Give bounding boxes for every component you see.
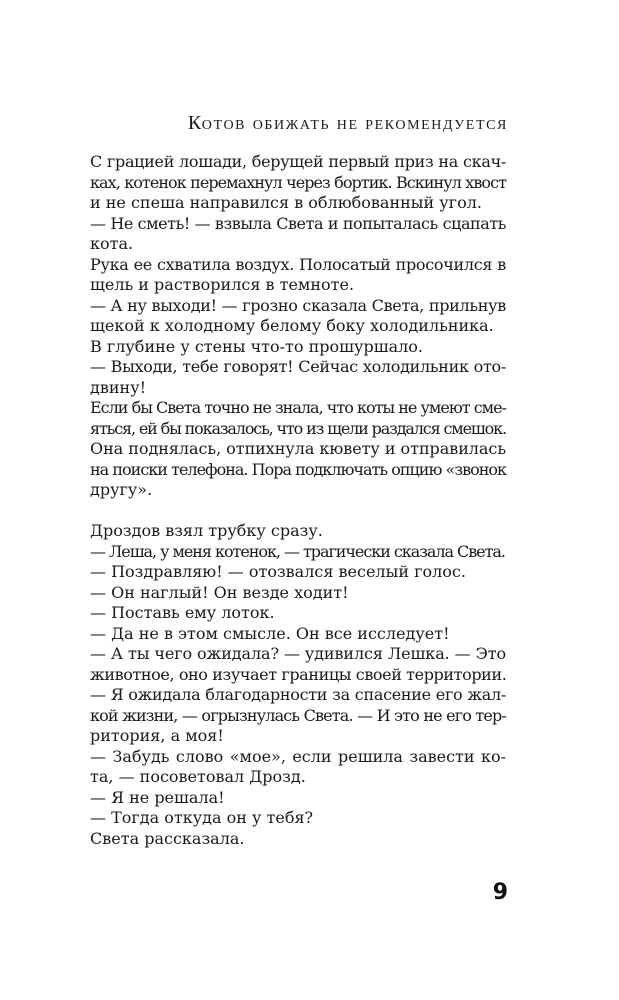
text-line: яться, ей бы показалось, что из щели раздался смешок.	[90, 418, 506, 438]
text-line: Света рассказала.	[90, 828, 245, 848]
text-line: и не спеша направился в облюбованный угол.	[90, 193, 482, 212]
running-head-rest: отов обижать не рекомендуется	[201, 112, 508, 134]
text-line: двину!	[90, 377, 147, 397]
text-line: — Поздравляю! — отозвался веселый голос.	[90, 562, 466, 581]
body-text	[90, 152, 506, 849]
section-break	[90, 501, 506, 522]
text-line: В глубине у стены что-то прошуршало.	[90, 336, 423, 356]
running-head-initial: К	[187, 112, 202, 134]
text-line: Рука ее схватила воздух. Полосатый просочился в	[90, 254, 506, 274]
text-line: кота.	[90, 234, 134, 253]
text-line: щель и растворился в темноте.	[90, 275, 355, 294]
running-head	[108, 112, 508, 135]
text-line: — Я ожидала благодарности за спасение его жал-	[90, 685, 506, 704]
text-line: Если бы Света точно не знала, что коты не умеют сме-	[90, 398, 506, 417]
text-line: — Забудь слово «мое», если решила завести ко-	[90, 746, 506, 766]
text-line: С грацией лошади, берущей первый приз на скач-	[90, 152, 506, 171]
text-line: Дроздов взял трубку сразу.	[90, 521, 323, 540]
text-line: кой жизни, — огрызнулась Света. — И это не его тер-	[90, 705, 506, 725]
text-line: — А ты чего ожидала? — удивился Лешка. — Это	[90, 644, 506, 663]
text-line: Она поднялась, отпихнула кювету и отправилась	[90, 439, 506, 458]
text-line: — Не сметь! — взвыла Света и попыталась сцапать	[90, 213, 506, 233]
text-line: та, — посоветовал Дрозд.	[90, 767, 306, 786]
text-line: — А ну выходи! — грозно сказала Света, прильнув	[90, 295, 506, 315]
text-line: — Выходи, тебе говорят! Сейчас холодильник ото-	[90, 357, 506, 376]
text-line: — Я не решала!	[90, 787, 225, 807]
text-line: на поиски телефона. Пора подключать опцию «звонок	[90, 459, 506, 479]
text-line: щекой к холодному белому боку холодильника.	[90, 316, 494, 335]
text-line: ках, котенок перемахнул через бортик. Вскинул хвост	[90, 172, 506, 192]
text-line: животное, оно изучает границы своей территории.	[90, 664, 507, 684]
text-line: другу».	[90, 480, 153, 499]
text-line: ритория, а моя!	[90, 726, 224, 745]
text-line: — Поставь ему лоток.	[90, 603, 275, 622]
text-line: — Да не в этом смысле. Он все исследует!	[90, 623, 450, 643]
text-line: — Он наглый! Он везде ходит!	[90, 582, 349, 602]
text-line: — Тогда откуда он у тебя?	[90, 808, 314, 827]
text-line: — Леша, у меня котенок, — трагически сказала Света.	[90, 541, 505, 561]
page-number: 9	[492, 880, 508, 905]
